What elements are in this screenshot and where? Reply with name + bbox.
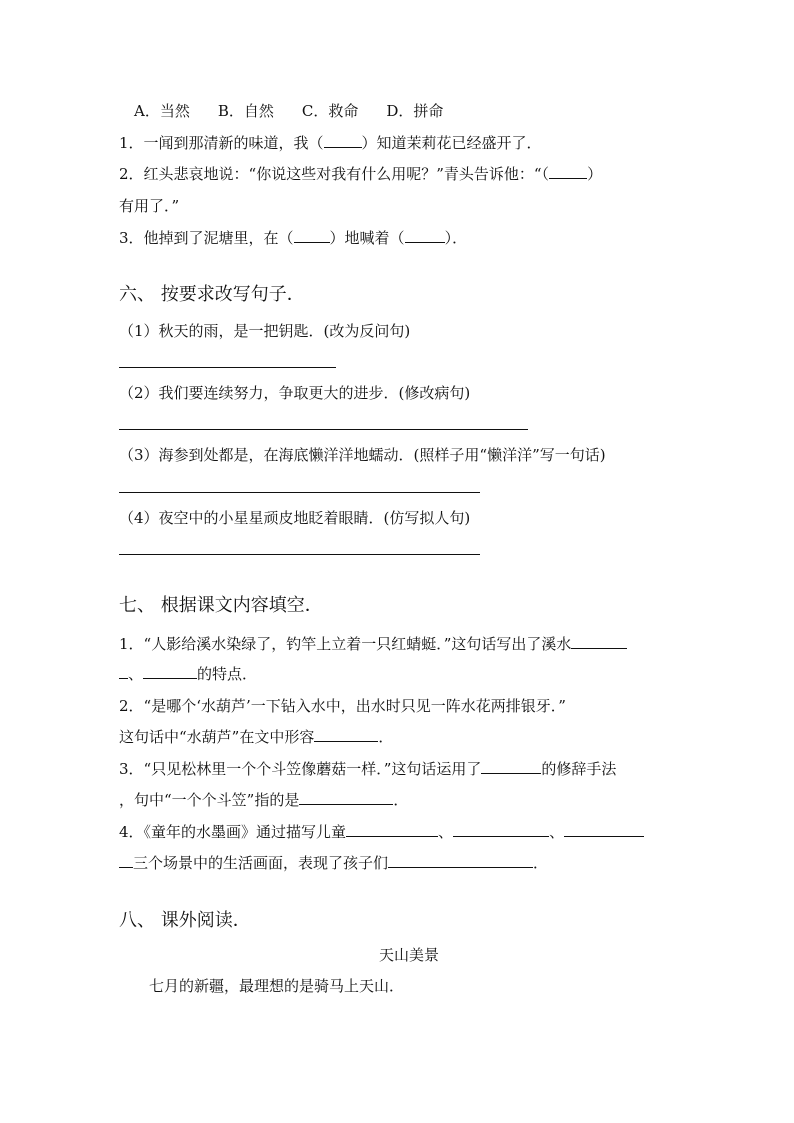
fill-blank[interactable] [564, 822, 644, 837]
fill-blank[interactable] [571, 634, 627, 649]
fill-blank[interactable] [346, 822, 438, 837]
sec7-question-3: 3．“只见松林里一个个斗笠像蘑菇一样．”这句话运用了 的修辞手法 [119, 760, 617, 778]
fill-blank[interactable] [549, 164, 587, 179]
sec6-question-2: （2）我们要连续努力，争取更大的进步．(修改病句) [119, 384, 471, 402]
answer-line[interactable] [119, 554, 480, 555]
sec6-question-1: （1）秋天的雨，是一把钥匙．(改为反问句) [119, 322, 411, 340]
section-6-title: 六、 按要求改写句子． [119, 284, 305, 305]
fill-blank[interactable] [453, 822, 549, 837]
passage-paragraph: 七月的新疆，最理想的是骑马上天山． [149, 977, 405, 995]
answer-line[interactable] [119, 492, 480, 493]
option-d: D．拼命 [386, 102, 444, 120]
section-7-title: 七、 根据课文内容填空． [119, 595, 323, 616]
section-8-title: 八、 课外阅读． [119, 910, 251, 931]
fill-blank[interactable] [405, 228, 445, 243]
sec5-question-1: 1．一闻到那清新的味道，我（ ）知道茉莉花已经盛开了． [119, 134, 542, 152]
sec6-question-3: （3）海参到处都是，在海底懒洋洋地蠕动．(照样子用“懒洋洋”写一句话) [119, 446, 606, 464]
fill-blank[interactable] [481, 759, 541, 774]
fill-blank[interactable] [324, 133, 362, 148]
fill-blank[interactable] [388, 853, 533, 868]
answer-line[interactable] [119, 367, 336, 368]
option-a: A．当然 [134, 102, 190, 120]
sec7-question-1-cont: 、 的特点． [119, 663, 257, 685]
answer-line[interactable] [119, 429, 528, 430]
option-b: B．自然 [217, 102, 274, 120]
fill-blank[interactable] [299, 790, 393, 805]
sec6-question-4: （4）夜空中的小星星顽皮地眨着眼睛．(仿写拟人句) [119, 509, 471, 527]
sec7-question-2: 2．“是哪个‘水葫芦’一下钻入水中，出水时只见一阵水花两排银牙．” [119, 697, 566, 715]
fill-blank[interactable] [314, 727, 378, 742]
passage-title: 天山美景 [379, 946, 440, 964]
answer-options [134, 100, 471, 122]
option-c: C．救命 [301, 102, 359, 120]
sec7-question-2-cont: 这句话中“水葫芦”在文中形容 ． [119, 728, 394, 746]
sec5-question-3: 3．他掉到了泥塘里，在（ ）地喊着（ ）． [119, 229, 468, 247]
sec5-question-2: 2．红头悲哀地说：“你说这些对我有什么用呢？”青头告诉他：“（ ） [119, 165, 603, 183]
fill-blank[interactable] [294, 228, 330, 243]
fill-blank[interactable] [119, 664, 128, 679]
sec7-question-4: 4．《童年的水墨画》通过描写儿童 、 、 [119, 821, 644, 843]
fill-blank[interactable] [143, 664, 197, 679]
sec7-question-1: 1．“人影给溪水染绿了，钓竿上立着一只红蜻蜓．”这句话写出了溪水 [119, 633, 627, 655]
sec5-question-2-cont: 有用了．” [119, 197, 180, 215]
fill-blank[interactable] [119, 853, 133, 868]
sec7-question-3-cont: ，句中“一个个斗笠”指的是 ． [119, 791, 409, 809]
sec7-question-4-cont: 三个场景中的生活画面，表现了孩子们 ． [119, 852, 548, 874]
